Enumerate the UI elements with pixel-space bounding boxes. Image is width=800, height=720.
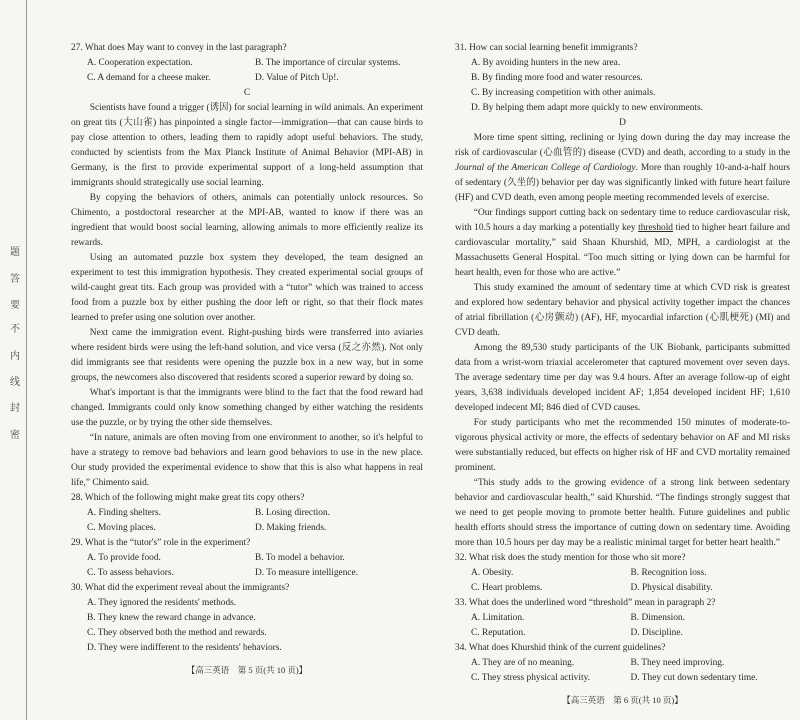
option-c: C. By increasing competition with other animals. [471,88,656,98]
question-29 [71,536,423,581]
passage-paragraph: Next came the immigration event. Right-pushing birds were transferred into aviaries where resident birds were using the left-hand solution, and vice versa (反之亦然). Not only did immigrants see that residents were opening the puzzle box in a new way, but in some groups, the newcomers also discovered that residents scored a superior reward by doing so. [71,328,423,383]
seal-char: 线 [10,377,20,388]
question-stem: 28. Which of the following might make great tits copy others? [71,493,305,503]
option-c: C. Reputation. [471,628,526,638]
question-stem: 33. What does the underlined word “threshold” mean in paragraph 2? [455,598,716,608]
question-stem: 31. How can social learning benefit immigrants? [455,43,638,53]
option-b: B. The importance of circular systems. [255,58,401,68]
question-stem: 30. What did the experiment reveal about the immigrants? [71,583,290,593]
seal-char: 题 [10,247,20,258]
question-31 [455,41,790,116]
passage-paragraph: For study participants who met the recommended 150 minutes of moderate-to-vigorous physical activity or more, the effects of sedentary behavior on AF and MI risks were substantially reduced, but effects on higher risk of HF and CVD mortality remained prominent. [455,418,790,473]
passage-paragraph: “In nature, animals are often moving from one environment to another, so it's helpful to have a strategy to remove bad behaviors and learn good behaviors to use in the new place. Our study provided the experimental evidence to show that this is also what happens in real life,” Chimento said. [71,433,423,488]
seal-char: 不 [10,324,20,335]
option-c: C. Moving places. [87,523,156,533]
journal-title: Journal of the American College of Cardiology [455,163,636,173]
binding-margin-line [26,0,27,720]
passage-paragraph: Among the 89,530 study participants of the UK Biobank, participants submitted data from a wrist-worn triaxial accelerometer that captured movement over seven days. The average sedentary time per day was 9.4 hours. After an average follow-up of eight years, 3,638 individuals developed incident AF; 1,854 developed incident HF; 1,610 developed indecent MI; 846 died of CVD causes. [455,343,790,413]
option-b: B. Dimension. [630,613,685,623]
option-a: A. To provide food. [87,553,161,563]
option-d: D. Physical disability. [630,583,713,593]
question-32 [455,551,790,596]
option-a: A. Finding shelters. [87,508,161,518]
option-d: D. They were indifferent to the residents' behaviors. [87,643,282,653]
option-b: B. Recognition loss. [630,568,707,578]
question-30 [71,581,423,656]
page-footer-5: 【高三英语 第 5 页(共 10 页)】 [186,665,308,675]
option-c: C. A demand for a cheese maker. [87,73,211,83]
option-b: B. They need improving. [630,658,725,668]
text-run: tied to higher heart failure and cardiovascular mortality,” said Shaan Khurshid, MD, MPH, a cardiologist at the Massachusetts General Hospital. “Too much sitting or lying down can be harmful for heart health, even for those who are active.” [455,223,790,278]
question-27 [71,41,423,86]
passage-paragraph [455,131,790,206]
page-footer-6: 【高三英语 第 6 页(共 10 页)】 [562,695,683,705]
option-a: A. They are of no meaning. [471,658,575,668]
question-stem: 27. What does May want to convey in the last paragraph? [71,43,287,53]
seal-char: 答 [10,274,20,285]
option-d: D. To measure intelligence. [255,568,359,578]
option-a: A. By avoiding hunters in the new area. [471,58,621,68]
option-a: A. Obesity. [471,568,514,578]
question-33 [455,596,790,641]
seal-char: 封 [10,403,20,414]
page-6-column [455,41,790,706]
passage-paragraph: Scientists have found a trigger (诱因) for social learning in wild animals. An experiment on great tits (大山雀) has pinpointed a single factor—immigration—that can cause birds to pay close attention to others, leading them to rapidly adopt useful behaviors. The study, conducted by scientists from the Max Planck Institute of Animal Behavior (MPI-AB) in Germany, is the first to provide experimental support of a long-held assumption that immigrants should strategically use social learning. [71,103,423,188]
option-d: D. Discipline. [630,628,683,638]
section-heading-d: D [619,118,626,128]
question-stem: 34. What does Khurshid think of the current guidelines? [455,643,666,653]
page-5-column [71,41,423,676]
seal-char: 要 [10,300,20,311]
option-a: A. They ignored the residents' methods. [87,598,237,608]
option-b: B. To model a behavior. [255,553,345,563]
passage-paragraph: By copying the behaviors of others, animals can potentially unlock resources. So Chimento, a postdoctoral researcher at the MPI-AB, wanted to know if there was an ingredient that would boost social learning, allowing animals to more efficiently realize its rewards. [71,193,423,248]
text-run: . More than roughly 10-and-a-half hours of sedentary (久坐的) behavior per day was significantly linked with future heart failure (HF) and CVD death, even among people meeting recommended levels of exercise. [455,163,790,203]
question-28 [71,491,423,536]
option-d: D. They cut down sedentary time. [630,673,758,683]
option-d: D. By helping them adapt more quickly to new environments. [471,103,703,113]
passage-paragraph: “This study adds to the growing evidence of a strong link between sedentary behavior and cardiovascular health,” said Khurshid. “The findings strongly suggest that we need to get people moving to promote better health. Future guidelines and public health efforts should stress the importance of cutting down on sedentary time. Avoiding more than 10.5 hours per day may be a realistic minimal target for better heart health.” [455,478,790,548]
option-c: C. They stress physical activity. [471,673,590,683]
text-run: “Our findings support cutting back on sedentary time to reduce cardiovascular risk, with 10.5 hours a day marking a potentially key [455,208,790,233]
text-run: More time spent sitting, reclining or lying down during the day may increase the risk of cardiovascular (心血管的) disease (CVD) and death, according to a study in the [455,133,790,158]
option-d: D. Value of Pitch Up!. [255,73,339,83]
passage-paragraph: What's important is that the immigrants were blind to the fact that the food reward had changed. Immigrants could only know something changed by either watching the residents use the puzzle, or by trying the other side themselves. [71,388,423,428]
option-a: A. Cooperation expectation. [87,58,193,68]
option-b: B. Losing direction. [255,508,330,518]
option-c: C. To assess behaviors. [87,568,174,578]
question-stem: 29. What is the “tutor's” role in the experiment? [71,538,251,548]
question-stem: 32. What risk does the study mention for those who sit more? [455,553,686,563]
underlined-word: threshold [638,223,673,233]
seal-char: 内 [10,351,20,362]
passage-paragraph: This study examined the amount of sedentary time at which CVD risk is greatest and explored how sedentary behavior and physical activity together impact the chances of atrial fibrillation (心房颤动) (AF), HF, myocardial infarction (心肌梗死) (MI) and CVD death. [455,283,790,338]
option-c: C. Heart problems. [471,583,543,593]
option-c: C. They observed both the method and rewards. [87,628,267,638]
option-d: D. Making friends. [255,523,327,533]
option-b: B. By finding more food and water resources. [471,73,643,83]
option-b: B. They knew the reward change in advance. [87,613,256,623]
section-heading-c: C [243,88,251,98]
passage-paragraph [455,206,790,281]
option-a: A. Limitation. [471,613,525,623]
passage-paragraph: Using an automated puzzle box system they developed, the team designed an experiment to test this immigration hypothesis. They created experimental social groups of wild-caught great tits. Each group was provided with a “tutor” which was trained to access food from a puzzle box by either pushing the door left or right, so that their flock mates learned to prefer using one solution over another. [71,253,423,323]
question-34 [455,641,790,686]
seal-char: 密 [10,430,20,441]
